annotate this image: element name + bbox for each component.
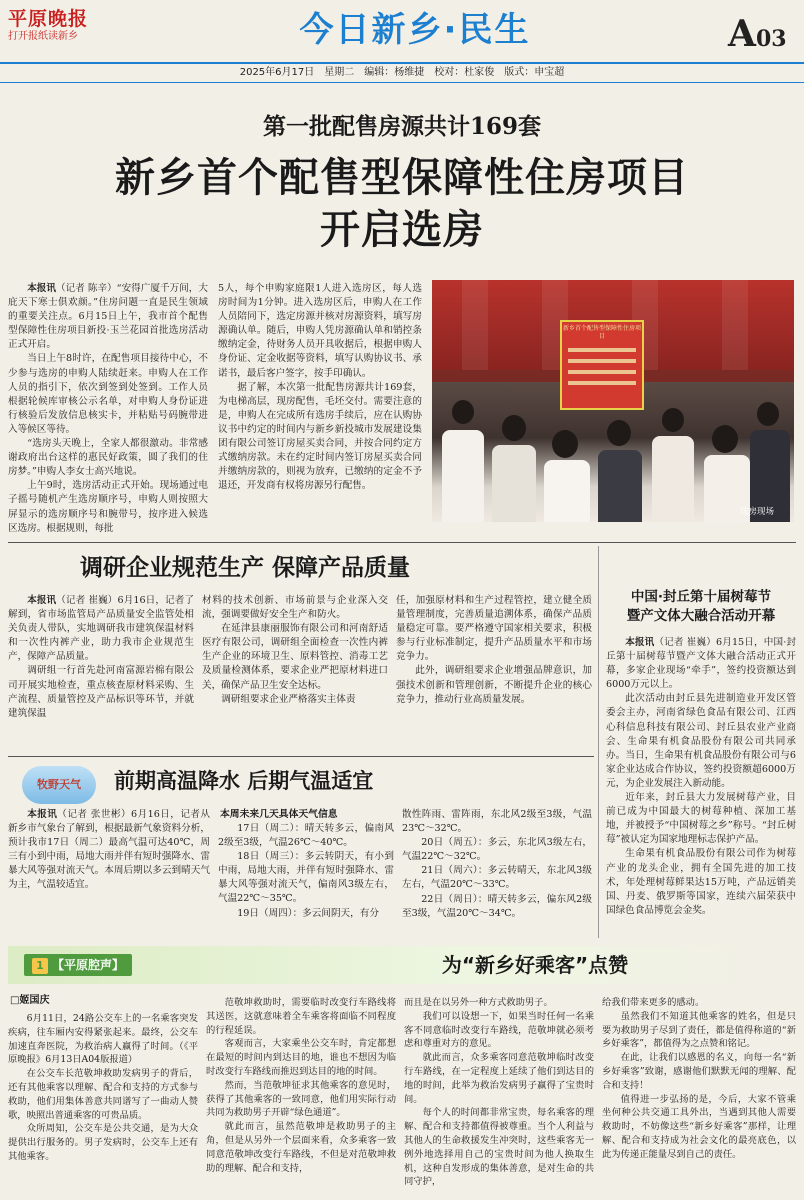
person-shirt	[544, 460, 590, 522]
story2-column-3	[396, 594, 592, 752]
signboard-title: 新乡首个配售型保障性住房项目	[562, 325, 641, 340]
story3-headline	[606, 588, 796, 626]
paragraph: 任，加强原材料和生产过程管控，建立健全质量管理制度，完善质量追溯体系，确保产品质量稳定可靠。要严格遵守国家相关要求，积极参与行业标准制定，提升产品质量水平和市场竞争力。	[396, 595, 592, 663]
person-head	[662, 408, 684, 432]
paragraph: 调研组要求企业严格落实主体责	[221, 693, 356, 705]
column-divider	[598, 546, 599, 938]
paragraph: 而且是在以另外一种方式救助男子。	[404, 997, 553, 1008]
paragraph: 材料的技术创新、市场前景与企业深入交流，强调要做好安全生产和防火。	[202, 595, 388, 621]
story5-column-3	[404, 996, 594, 1194]
story3-column	[606, 636, 796, 940]
story5-column-2	[206, 996, 396, 1194]
paragraph: 近年来，封丘县大力发展树莓产业，目前已成为中国最大的树莓种植、深加工基地，并被授予“中国树莓之乡”称号。“封丘树莓”被认定为国家地理标志保护产品。	[606, 792, 796, 846]
paragraph: 6月11日，24路公交车上的一名乘客突发疾病，往车厢内安得紧张起来。最终，公交车加速直奔医院，为救治病人赢得了时间。（《平原晚报》6月13日A04版报道）	[8, 1013, 198, 1066]
forecast-heading: 本周未来几天具体天气信息	[220, 809, 338, 820]
story3-headline-line1: 中国·封丘第十届树莓节	[630, 589, 772, 605]
lead-headline-line2: 开启选房	[320, 207, 484, 253]
signboard-line	[568, 359, 636, 363]
issue-meta-line: 2025年6月17日 星期二 编辑：杨维捷 校对：杜家俊 版式：申宝超	[239, 67, 565, 78]
paragraph: 虽然我们不知道其他乘客的姓名，但是只要为救助男子尽到了责任，都是值得称道的“新乡好乘客”，都值得为之点赞和铭记。	[602, 1010, 796, 1050]
paragraph: 然而，当范敬坤征求其他乘客的意见时，获得了其他乘客的一致同意，他们用实际行动共同为救助男子开辟“绿色通道”。	[206, 1079, 396, 1119]
paragraph: 值得进一步弘扬的是，今后，大家不管乘坐何种公共交通工具外出，当遇到其他人需要救助时，不妨像这些“新乡好乘客”那样，让理解、配合和支持成为社会文化的最亮底色，以此为传递正能量尽到自己的责任。	[602, 1093, 796, 1160]
section-rule	[8, 542, 796, 543]
paragraph: “选房头天晚上，全家人都很激动。非常感谢政府出台这样的惠民好政策，圆了我们的住房梦。”申购人李女士高兴地说。	[8, 438, 208, 478]
signboard-line	[568, 348, 636, 352]
paragraph: 此外，调研组要求企业增强品牌意识，加强技术创新和管理创新，不断提升企业的核心竞争力，推动行业高质量发展。	[396, 665, 592, 705]
column-name: 【平原腔声】	[52, 958, 125, 972]
story5-column-4	[602, 996, 796, 1194]
paragraph: “安得广厦千万间，大庇天下寒士俱欢颜。”住房问题一直是民生领域的重要关注点。6月15日上午，我市首个配售型保障性住房项目新投·玉兰花园首批选房活动正式开启。	[8, 283, 208, 351]
paragraph: 就此而言，众多乘客同意范敬坤临时改变行车路线，在一定程度上延续了他们到达目的地的时间，此举为救治发病男子赢得了宝贵时间。	[404, 1052, 594, 1105]
story3-headline-line2: 暨产文体大融合活动开幕	[626, 608, 776, 624]
weather-badge: 牧野天气	[22, 766, 96, 804]
story2-headline: 调研企业规范生产 保障产品质量	[80, 555, 411, 581]
paragraph: 范敬坤救助时，需要临时改变行车路线将其送医，这就意味着全车乘客将面临不同程度的行程延误。	[206, 997, 396, 1036]
brand-name: 平原晚报	[8, 8, 89, 30]
forecast-day: 18日（周三）：多云转阴天，有小到中雨，局地大雨，并伴有短时强降水、雷暴大风等强对流天气，偏南风3级左右，气温22℃～35℃。	[218, 851, 394, 905]
story5-column-1	[8, 1012, 198, 1194]
forecast-day: 20日（周五）：多云，东北风3级左右，气温22℃～32℃。	[402, 837, 592, 863]
page-digits: 03	[755, 26, 787, 52]
masthead-rule-lower	[0, 82, 804, 83]
dateline: 本报讯	[27, 283, 56, 294]
forecast-day: 散性阵雨、雷阵雨，东北风2级至3级，气温23℃～32℃。	[402, 809, 592, 835]
page-letter: A	[728, 13, 756, 55]
story2-column-1	[8, 594, 194, 752]
dateline: 本报讯	[27, 595, 57, 606]
story4-column-2	[218, 822, 394, 938]
tent-stripe	[462, 280, 488, 370]
signboard-line	[568, 370, 636, 374]
forecast-day: 17日（周二）：晴天转多云，偏南风2级至3级，气温26℃～40℃。	[218, 823, 394, 849]
lead-column-2	[218, 282, 422, 536]
paragraph: 每个人的时间都非常宝贵，每名乘客的理解、配合和支持都值得被尊重。当个人利益与其他人的生命救援发生冲突时，这些乘客无一例外地选择用自己的宝贵时间为他人换取生机，这种自发形成的集体善意，是对生命的共同守护，	[404, 1107, 594, 1188]
person-shirt	[442, 430, 484, 522]
column-tag	[24, 954, 132, 976]
newspaper-logo	[8, 8, 108, 43]
lead-headline-line1: 新乡首个配售型保障性住房项目	[115, 155, 689, 201]
paragraph: 6月16日，记者从新乡市气象台了解到，根据最新气象资料分析，预计我市17日（周二）最高气温可达40℃，周三有小到中雨，局地大雨并伴有短时强降水、雷暴大风等强对流天气。本周后期以多云到晴天气为主，气温较适宜。	[8, 809, 210, 891]
section-rule	[8, 756, 594, 757]
paragraph: 据了解，本次第一批配售房源共计169套，为电梯高层，现房配售，毛坯交付。需要注意的是，申购人在完成所有选房手续后，应在认购协议书中约定的时间内与新乡新投城市发展建设集团有限公司签订房屋买卖合同，并按合同约定方式缴纳房款。未在约定时间内签订房屋买卖合同并缴纳房款的，则视为放弃，已缴纳的定金不予退还，开发商有权将房源另行配售。	[218, 381, 422, 492]
paragraph: 在公交车长范敬坤救助发病男子的背后，还有其他乘客以理解、配合和支持的方式参与救助，他们用集体善意共同谱写了一曲动人赞歌，映照出普通乘客的可贵品质。	[8, 1068, 198, 1121]
forecast-day: 21日（周六）：多云转晴天，东北风3级左右，气温20℃～33℃。	[402, 865, 592, 891]
paragraph: 调研组一行首先赴河南富源岩棉有限公司开展实地检查，重点核查原材料采购、生产流程、质量管控及产品标识等环节，并就建筑保温	[8, 665, 194, 719]
dateline: 本报讯	[27, 809, 58, 820]
photo-caption: 选房现场	[740, 507, 775, 517]
masthead-rule	[0, 62, 804, 64]
person-head	[452, 400, 474, 424]
paragraph: 就此而言，虽然范敬坤是救助男子的主角，但是从另外一个层面来看，众多乘客一致同意范敬坤改变行车路线，不但是对范敬坤救助的理解、配合和支持，	[206, 1121, 396, 1174]
signboard-line	[568, 381, 636, 385]
forecast-day: 19日（周四）：多云间阴天，有分	[237, 907, 379, 919]
section-title: 今日新乡·民生	[299, 10, 531, 50]
photo-signboard	[560, 320, 644, 410]
story4-column-1	[8, 808, 210, 938]
brand-slogan: 打开报纸读新乡	[8, 31, 78, 42]
paragraph: 此次活动由封丘县先进制造业开发区管委会主办，河南省绿色食品有限公司、江西心科信息科技有限公司、封丘县农业产业商会、生命果有机食品股份有限公司共同承办。当日，生命果有机食品股份有限公司与6家企业达成合作协议，签约投资额超6000万元，为企业发展注入新动能。	[606, 693, 796, 789]
story2-column-2	[202, 594, 388, 752]
paragraph: 5人，每个申购家庭限1人进入选房区，每人选房时间为1分钟。进入选房区后，申购人在工作人员陪同下，选定房源并核对房源资料，填写房源确认单。随后，申购人凭房源确认单和销控条缴纳定金，待财务人员开具收据后，根据申购人身份证、定金收据等资料，填写认购协议书、承诺书，最后客户签字，按手印确认。	[218, 283, 422, 379]
commentary-author: □姬国庆	[10, 995, 50, 1006]
byline: （记者 崔巍）	[654, 637, 716, 648]
byline: （记者 陈辛）	[56, 283, 117, 294]
paragraph: 生命果有机食品股份有限公司作为树莓产业的龙头企业，拥有全国先进的加工技术，年处理树莓鲜果达15万吨，产品远销美国、丹麦、俄罗斯等国家，连续六届荣获中国绿色食品博览会金奖。	[606, 848, 796, 916]
byline: （记者 崔巍）	[56, 595, 118, 606]
lead-kicker: 第一批配售房源共计169套	[262, 113, 541, 140]
person-head	[712, 425, 738, 453]
story4-column-3	[402, 808, 592, 938]
paragraph: 给我们带来更多的感动。	[602, 997, 705, 1008]
person-shirt	[598, 450, 642, 522]
byline: （记者 张世彬）	[57, 809, 132, 820]
paragraph: 众所周知，公交车是公共交通，是为大众提供出行服务的。男子发病时，公交车上还有其他乘客。	[8, 1123, 198, 1162]
paragraph: 客观而言，大家乘坐公交车时，肯定都想在最短的时间内到达目的地，谁也不想因为临时改变行车路线而推迟到达目的地的时间。	[206, 1038, 396, 1077]
person-shirt	[492, 445, 536, 522]
tent-stripe	[722, 280, 748, 370]
column-number-icon: 1	[32, 958, 48, 974]
story4-headline: 前期高温降水 后期气温适宜	[114, 769, 374, 793]
lead-headline	[0, 152, 804, 256]
person-head	[757, 402, 779, 426]
person-shirt	[652, 436, 694, 522]
paragraph: 6月15日，中国·封丘第十届树莓节暨产文体大融合活动正式开幕，多家企业现场“牵手”，签约投资额达到6000万元以上。	[606, 637, 796, 691]
story5-headline: 为“新乡好乘客”点赞	[441, 953, 629, 977]
person-head	[552, 430, 578, 458]
dateline: 本报讯	[625, 637, 655, 648]
paragraph: 6月16日，记者了解到，省市场监管局产品质量安全监管处相关负责人带队，实地调研我市建筑保温材料和一次性内裤产业，助力我市企业规范生产，保障产品质量。	[8, 595, 194, 663]
lead-photo	[432, 280, 794, 522]
paragraph: 在此，让我们以感恩的名义，向每一名“新乡好乘客”致谢，感谢他们默默无闻的理解、配合和支持！	[602, 1052, 796, 1091]
forecast-day: 22日（周日）：晴天转多云，偏东风2级至3级，气温20℃～34℃。	[402, 893, 592, 919]
paragraph: 当日上午8时许，在配售项目接待中心，不少参与选房的申购人陆续赶来。申购人在工作人员的指引下，依次到签到处签到。工作人员根据轮候库审核公示名单，对申购人身份证进行核验后发放信息核实卡，并粘贴号码腕带进入等候区等待。	[8, 353, 208, 435]
paragraph: 上午9时，选房活动正式开始。现场通过电子摇号随机产生选房顺序号，申购人则按照大屏显示的选房顺序号和腕带号，按序进入候选区选房。根据规则，每批	[8, 480, 208, 534]
lead-column-1	[8, 282, 208, 536]
page-number	[728, 14, 787, 59]
person-head	[607, 420, 631, 446]
paragraph: 在延津县康丽服饰有限公司和河南舒适医疗有限公司，调研组全面检查一次性内裤生产企业的环境卫生、原料管控、消毒工艺及质量检测体系，要求企业严把原材料进口关，确保产品卫生安全达标。	[202, 623, 388, 691]
person-head	[502, 415, 526, 441]
paragraph: 我们可以设想一下，如果当时任何一名乘客不同意临时改变行车路线，范敬坤就必须考虑和尊重对方的意见。	[404, 1010, 594, 1050]
